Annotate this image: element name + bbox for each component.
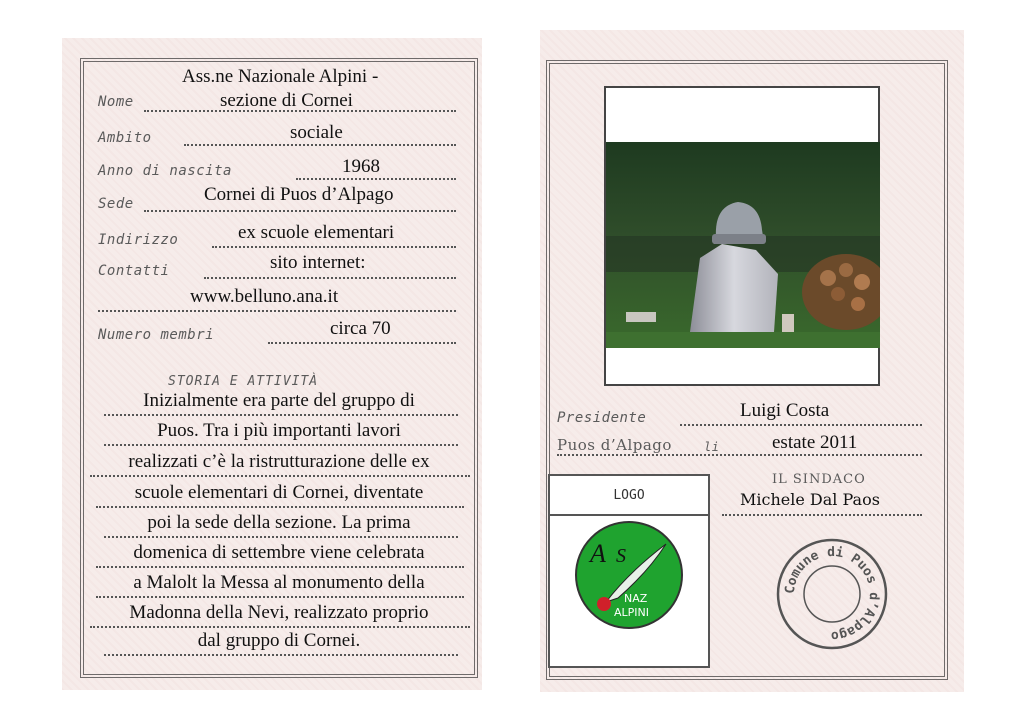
dots-nome [144, 110, 456, 112]
value-nome-line2: sezione di Cornei [220, 90, 353, 111]
story-line-1: Inizialmente era parte del gruppo di [143, 390, 415, 411]
ana-logo [574, 520, 684, 630]
story-line-2: Puos. Tra i più importanti lavori [157, 420, 401, 441]
photo-frame [604, 86, 880, 386]
story-dots-5 [104, 536, 458, 538]
story-dots-3 [90, 475, 470, 477]
value-presidente: Luigi Costa [740, 400, 830, 421]
label-indirizzo: Indirizzo [98, 232, 179, 248]
story-dots-1 [104, 414, 458, 416]
value-numero-membri: circa 70 [330, 318, 391, 339]
value-contatti-line1: sito internet: [270, 252, 366, 273]
story-dots-8 [90, 626, 470, 628]
story-line-5: poi la sede della sezione. La prima [147, 512, 411, 533]
logo-box [548, 474, 710, 668]
story-dots-6 [96, 566, 464, 568]
label-anno: Anno di nascita [98, 163, 232, 179]
dots-anno [296, 178, 456, 180]
label-numero-membri: Numero membri [98, 327, 215, 343]
value-anno: 1968 [342, 156, 380, 177]
label-ambito: Ambito [98, 130, 152, 146]
story-line-8: Madonna della Nevi, realizzato proprio [129, 602, 429, 623]
story-line-4: scuole elementari di Cornei, diventate [134, 482, 424, 503]
dots-contatti-2 [98, 310, 456, 312]
value-nome-line1: Ass.ne Nazionale Alpini - [182, 66, 379, 87]
story-line-3: realizzati c’è la ristrutturazione delle ex [128, 451, 430, 472]
svg-text:A: A [590, 539, 606, 568]
svg-text:NAZ: NAZ [624, 592, 648, 605]
story-line-7: a Malolt la Messa al monumento della [133, 572, 425, 593]
value-data: estate 2011 [772, 432, 858, 453]
dots-presidente [680, 424, 922, 426]
dots-numero-membri [268, 342, 456, 344]
svg-text:ALPINI: ALPINI [614, 606, 650, 619]
svg-text:S: S [616, 545, 626, 567]
value-sindaco: Michele Dal Paos [740, 490, 880, 509]
dots-contatti [204, 277, 456, 279]
dots-luogo [557, 454, 922, 456]
story-line-6: domenica di settembre viene celebrata [133, 542, 425, 563]
value-sede: Cornei di Puos d’Alpago [204, 184, 394, 205]
value-contatti-line2: www.belluno.ana.it [190, 286, 339, 307]
label-luogo: Puos d’Alpago [557, 436, 672, 454]
label-nome: Nome [98, 94, 134, 110]
value-ambito: sociale [290, 122, 343, 143]
comune-stamp [774, 536, 890, 652]
logo-label-box [550, 476, 708, 516]
label-contatti: Contatti [98, 263, 170, 279]
dots-ambito [184, 144, 456, 146]
story-dots-7 [96, 596, 464, 598]
monument-photo [606, 142, 880, 348]
label-sindaco: IL SINDACO [772, 472, 866, 487]
story-dots-9 [104, 654, 458, 656]
story-dots-4 [96, 506, 464, 508]
logo-label: LOGO [613, 487, 645, 503]
label-presidente: Presidente [557, 410, 647, 426]
dots-sindaco [722, 514, 922, 516]
story-dots-2 [104, 444, 458, 446]
dots-sede [144, 210, 456, 212]
value-indirizzo: ex scuole elementari [238, 222, 395, 243]
label-sede: Sede [98, 196, 134, 212]
story-title: STORIA E ATTIVITÀ [168, 374, 319, 389]
dots-indirizzo [212, 246, 456, 248]
label-li: li [704, 440, 720, 454]
story-line-9: dal gruppo di Cornei. [197, 630, 361, 651]
svg-text:Comune di Puos d’Alpago: Comune di Puos d’Alpago [782, 544, 882, 644]
